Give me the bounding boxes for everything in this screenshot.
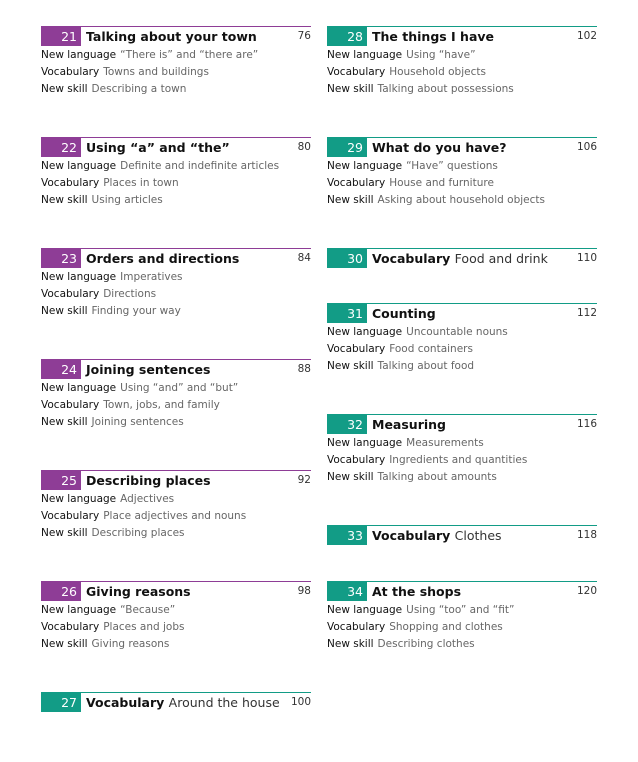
detail-row — [41, 508, 311, 525]
page-number: 92 — [297, 474, 311, 486]
row-value: Directions — [103, 288, 157, 300]
unit-subtitle: Around the house — [168, 695, 280, 710]
row-value: Measurements — [406, 437, 484, 449]
unit-header — [327, 303, 597, 324]
unit-number: 26 — [41, 582, 81, 601]
detail-row — [41, 636, 311, 653]
unit-title: Orders and directions — [86, 251, 240, 266]
detail-row — [327, 158, 597, 175]
row-label: New skill — [41, 83, 88, 95]
row-label: New language — [327, 326, 403, 338]
unit-title-main: Vocabulary — [372, 528, 451, 543]
row-value: Talking about possessions — [377, 83, 514, 95]
detail-row — [41, 525, 311, 542]
row-label: Vocabulary — [41, 288, 100, 300]
unit-header — [327, 248, 597, 269]
row-label: New skill — [41, 305, 88, 317]
unit-title: Using “a” and “the” — [86, 140, 230, 155]
unit-number: 34 — [327, 582, 367, 601]
detail-row — [41, 380, 311, 397]
unit-header — [41, 581, 311, 602]
unit-number: 24 — [41, 360, 81, 379]
row-label: New language — [41, 382, 117, 394]
unit-header — [41, 26, 311, 47]
row-label: Vocabulary — [327, 66, 386, 78]
unit-header — [327, 137, 597, 158]
detail-row — [327, 64, 597, 81]
detail-row — [41, 158, 311, 175]
page-number: 98 — [297, 585, 311, 597]
unit-number: 27 — [41, 693, 81, 712]
page-number: 80 — [297, 141, 311, 153]
unit-title: Giving reasons — [86, 584, 191, 599]
row-label: New skill — [41, 194, 88, 206]
row-value: Finding your way — [91, 305, 181, 317]
row-value: Giving reasons — [91, 638, 170, 650]
page-number: 112 — [576, 307, 597, 319]
row-label: New skill — [327, 83, 374, 95]
unit-title: Counting — [372, 306, 436, 321]
unit-entry[interactable] — [41, 359, 311, 431]
detail-row — [327, 324, 597, 341]
row-value: Uncountable nouns — [406, 326, 508, 338]
unit-entry[interactable] — [41, 581, 311, 653]
unit-title: Describing places — [86, 473, 211, 488]
unit-number: 32 — [327, 415, 367, 434]
unit-entry[interactable] — [41, 248, 311, 320]
unit-header — [327, 26, 597, 47]
row-value: Imperatives — [120, 271, 183, 283]
unit-title-main: Vocabulary — [86, 695, 165, 710]
page-number: 110 — [576, 252, 597, 264]
row-label: New skill — [41, 416, 88, 428]
row-label: New skill — [41, 638, 88, 650]
unit-title — [372, 249, 548, 268]
detail-row — [327, 341, 597, 358]
unit-entry[interactable] — [327, 137, 597, 209]
row-value: Adjectives — [120, 493, 175, 505]
detail-row — [41, 286, 311, 303]
row-label: New skill — [327, 471, 374, 483]
row-label: New language — [327, 49, 403, 61]
detail-row — [327, 81, 597, 98]
row-value: Towns and buildings — [103, 66, 209, 78]
detail-row — [41, 414, 311, 431]
unit-entry[interactable] — [41, 137, 311, 209]
page-number: 102 — [576, 30, 597, 42]
row-label: Vocabulary — [41, 177, 100, 189]
unit-entry[interactable] — [327, 303, 597, 375]
row-value: Ingredients and quantities — [389, 454, 528, 466]
row-label: New language — [327, 604, 403, 616]
unit-header — [327, 581, 597, 602]
unit-entry[interactable] — [327, 525, 597, 546]
row-label: New language — [41, 271, 117, 283]
unit-title: Measuring — [372, 417, 446, 432]
unit-number: 29 — [327, 138, 367, 157]
unit-number: 21 — [41, 27, 81, 46]
row-value: Describing a town — [91, 83, 187, 95]
row-value: Food containers — [389, 343, 473, 355]
unit-title: Joining sentences — [86, 362, 211, 377]
unit-title — [372, 526, 502, 545]
row-value: Using “too” and “fit” — [406, 604, 515, 616]
row-value: Household objects — [389, 66, 486, 78]
unit-number: 25 — [41, 471, 81, 490]
row-label: New language — [41, 160, 117, 172]
detail-row — [327, 192, 597, 209]
row-label: Vocabulary — [327, 177, 386, 189]
unit-header — [41, 137, 311, 158]
unit-entry[interactable] — [41, 692, 311, 713]
detail-row — [41, 269, 311, 286]
row-label: New skill — [41, 527, 88, 539]
row-label: Vocabulary — [41, 510, 100, 522]
row-label: New language — [327, 160, 403, 172]
unit-title: At the shops — [372, 584, 462, 599]
page-number: 76 — [297, 30, 311, 42]
row-label: New skill — [327, 638, 374, 650]
row-value: Joining sentences — [91, 416, 184, 428]
detail-row — [327, 469, 597, 486]
unit-number: 33 — [327, 526, 367, 545]
row-label: Vocabulary — [327, 454, 386, 466]
page-number: 88 — [297, 363, 311, 375]
page-number: 84 — [297, 252, 311, 264]
row-value: “Because” — [120, 604, 176, 616]
detail-row — [41, 47, 311, 64]
unit-number: 23 — [41, 249, 81, 268]
row-value: Talking about food — [377, 360, 475, 372]
unit-entry[interactable] — [327, 414, 597, 486]
page-number: 106 — [576, 141, 597, 153]
unit-entry[interactable] — [327, 26, 597, 98]
row-value: Using articles — [91, 194, 163, 206]
detail-row — [327, 175, 597, 192]
detail-row — [41, 397, 311, 414]
unit-header — [41, 470, 311, 491]
detail-row — [327, 452, 597, 469]
row-label: Vocabulary — [327, 621, 386, 633]
unit-title: Talking about your town — [86, 29, 257, 44]
row-value: House and furniture — [389, 177, 494, 189]
row-value: Shopping and clothes — [389, 621, 503, 633]
detail-row — [327, 435, 597, 452]
unit-title-main: Vocabulary — [372, 251, 451, 266]
detail-row — [41, 81, 311, 98]
unit-title — [86, 693, 280, 712]
unit-number: 30 — [327, 249, 367, 268]
row-label: New language — [41, 49, 117, 61]
row-value: Using “have” — [406, 49, 476, 61]
page-number: 100 — [290, 696, 311, 708]
detail-row — [41, 64, 311, 81]
row-value: Place adjectives and nouns — [103, 510, 247, 522]
page-number: 118 — [576, 529, 597, 541]
unit-title: The things I have — [372, 29, 495, 44]
row-label: Vocabulary — [41, 621, 100, 633]
row-label: Vocabulary — [41, 66, 100, 78]
unit-number: 22 — [41, 138, 81, 157]
unit-number: 28 — [327, 27, 367, 46]
detail-row — [327, 47, 597, 64]
detail-row — [327, 636, 597, 653]
unit-header — [327, 525, 597, 546]
unit-entry[interactable] — [327, 248, 597, 269]
unit-number: 31 — [327, 304, 367, 323]
page-number: 120 — [576, 585, 597, 597]
row-label: Vocabulary — [327, 343, 386, 355]
detail-row — [41, 491, 311, 508]
row-value: “Have” questions — [406, 160, 498, 172]
unit-header — [41, 359, 311, 380]
row-label: New language — [41, 604, 117, 616]
detail-row — [327, 602, 597, 619]
detail-row — [41, 303, 311, 320]
unit-header — [41, 248, 311, 269]
unit-header — [41, 692, 311, 713]
row-label: New language — [41, 493, 117, 505]
detail-row — [41, 619, 311, 636]
detail-row — [327, 358, 597, 375]
unit-title: What do you have? — [372, 140, 507, 155]
detail-row — [41, 192, 311, 209]
page-number: 116 — [576, 418, 597, 430]
detail-row — [41, 175, 311, 192]
row-value: Town, jobs, and family — [103, 399, 220, 411]
unit-entry[interactable] — [41, 26, 311, 98]
unit-header — [327, 414, 597, 435]
unit-entry[interactable] — [327, 581, 597, 653]
unit-subtitle: Food and drink — [454, 251, 548, 266]
row-value: Describing places — [91, 527, 185, 539]
row-value: Talking about amounts — [377, 471, 497, 483]
row-value: Definite and indefinite articles — [120, 160, 280, 172]
row-value: Places and jobs — [103, 621, 185, 633]
row-value: “There is” and “there are” — [120, 49, 259, 61]
detail-row — [41, 602, 311, 619]
row-label: New skill — [327, 360, 374, 372]
row-value: Places in town — [103, 177, 179, 189]
row-label: New language — [327, 437, 403, 449]
row-value: Asking about household objects — [377, 194, 545, 206]
row-label: New skill — [327, 194, 374, 206]
row-value: Describing clothes — [377, 638, 475, 650]
unit-subtitle: Clothes — [454, 528, 502, 543]
row-value: Using “and” and “but” — [120, 382, 239, 394]
unit-entry[interactable] — [41, 470, 311, 542]
detail-row — [327, 619, 597, 636]
row-label: Vocabulary — [41, 399, 100, 411]
